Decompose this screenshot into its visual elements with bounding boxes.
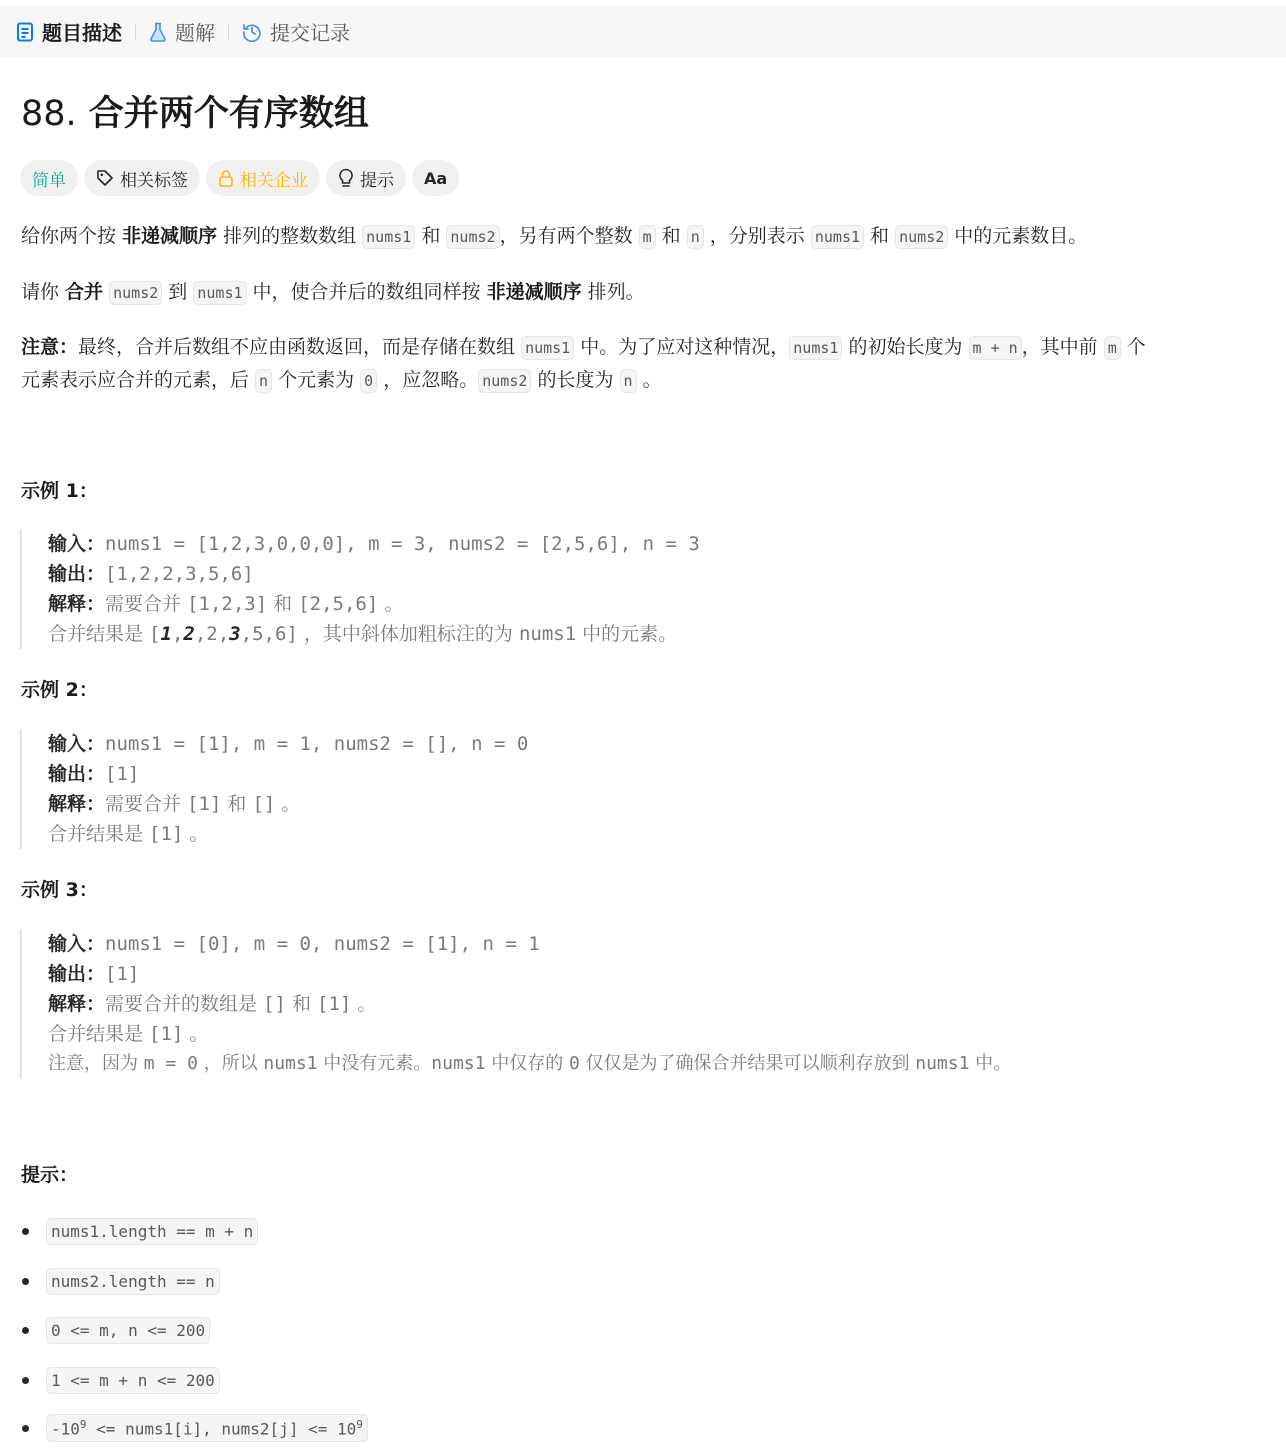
difficulty-label: 简单 (32, 170, 66, 191)
example-note: 注意，因为 m = 0 ，所以 nums1 中没有元素。nums1 中仅存的 0 仅仅是为了确保合并结果可以顺利存放到 nums1 中。 (48, 1053, 1012, 1074)
related-companies-button[interactable] (206, 160, 320, 196)
related-tags-button[interactable] (84, 160, 200, 196)
document-icon (16, 22, 34, 42)
example-1-title: 示例 1： (21, 480, 98, 502)
tag-icon (96, 169, 114, 187)
example-result: 合并结果是 [1,2,2,3,5,6] ，其中斜体加粗标注的为 nums1 中的元素。 (48, 623, 678, 645)
hint-button[interactable] (326, 160, 406, 196)
tab-description[interactable] (16, 17, 122, 46)
description-note-line-1: 注意：最终，合并后数组不应由函数返回，而是存储在数组 nums1 中。为了应对这种情况， nums1 的初始长度为 m + n ，其中前 m 个 (21, 336, 1146, 358)
tab-divider (135, 24, 136, 40)
constraint-item: nums2.length == n (20, 1266, 220, 1296)
constraints-title: 提示： (21, 1164, 79, 1186)
flask-icon (149, 22, 167, 42)
example-2-title: 示例 2： (21, 679, 98, 701)
related-tags-label: 相关标签 (120, 170, 188, 191)
example-input: 输入：nums1 = [0], m = 0, nums2 = [1], n = 1 (48, 933, 540, 955)
example-output: 输出：[1] (48, 763, 140, 785)
example-1-block (20, 529, 700, 649)
bullet (22, 1278, 29, 1285)
bullet (22, 1327, 29, 1334)
tab-solutions[interactable] (149, 17, 215, 46)
bullet (22, 1377, 29, 1384)
translate-button[interactable] (412, 160, 459, 196)
difficulty-badge[interactable] (20, 160, 78, 196)
translate-icon: Aa (424, 168, 448, 188)
bullet (22, 1228, 29, 1235)
example-3-title: 示例 3： (21, 879, 98, 901)
related-companies-label: 相关企业 (240, 170, 308, 191)
example-explanation: 解释：需要合并的数组是 [] 和 [1] 。 (48, 993, 377, 1015)
example-3-block (20, 929, 1011, 1079)
example-explanation: 解释：需要合并 [1] 和 [] 。 (48, 793, 301, 815)
hint-label: 提示 (360, 170, 394, 191)
lock-icon (218, 169, 234, 187)
example-output: 输出：[1,2,2,3,5,6] (48, 563, 254, 585)
example-input: 输入：nums1 = [1], m = 1, nums2 = [], n = 0 (48, 733, 529, 755)
description-note-line-2: 元素表示应合并的元素，后 n 个元素为 0 ，应忽略。 nums2 的长度为 n 。 (21, 369, 662, 391)
example-result: 合并结果是 [1] 。 (48, 823, 209, 845)
tab-label: 题解 (175, 21, 215, 45)
tab-label: 题目描述 (42, 21, 122, 45)
tab-divider (228, 24, 229, 40)
example-output: 输出：[1] (48, 963, 140, 985)
example-explanation: 解释：需要合并 [1,2,3] 和 [2,5,6] 。 (48, 593, 404, 615)
problem-title: 合并两个有序数组 (88, 94, 369, 134)
constraint-item: nums1.length == m + n (20, 1216, 258, 1246)
history-icon (242, 22, 262, 42)
tab-label: 提交记录 (270, 21, 350, 45)
page-title (21, 88, 369, 140)
description-paragraph-1: 给你两个按 非递减顺序 排列的整数数组 nums1 和 nums2 ，另有两个整数 m 和 n ，分别表示 nums1 和 nums2 中的元素数目。 (21, 225, 1088, 247)
constraint-item: $-10^9$ <= nums1[i], nums2[j] <= $10^9$ (20, 1413, 368, 1443)
lightbulb-icon (338, 168, 354, 188)
description-paragraph-2: 请你 合并 nums2 到 nums1 中，使合并后的数组同样按 非递减顺序 排列。 (21, 281, 645, 303)
example-input: 输入：nums1 = [1,2,3,0,0,0], m = 3, nums2 = [2,5,6], n = 3 (48, 533, 700, 555)
example-2-block (20, 729, 528, 849)
problem-number: 88. (21, 94, 77, 134)
example-result: 合并结果是 [1] 。 (48, 1023, 209, 1045)
tab-bar (0, 6, 1286, 57)
constraint-item: 1 <= m + n <= 200 (20, 1365, 220, 1395)
tab-submissions[interactable] (242, 17, 350, 46)
constraint-item: 0 <= m, n <= 200 (20, 1315, 210, 1345)
bullet (22, 1425, 29, 1432)
tag-row (20, 160, 459, 196)
